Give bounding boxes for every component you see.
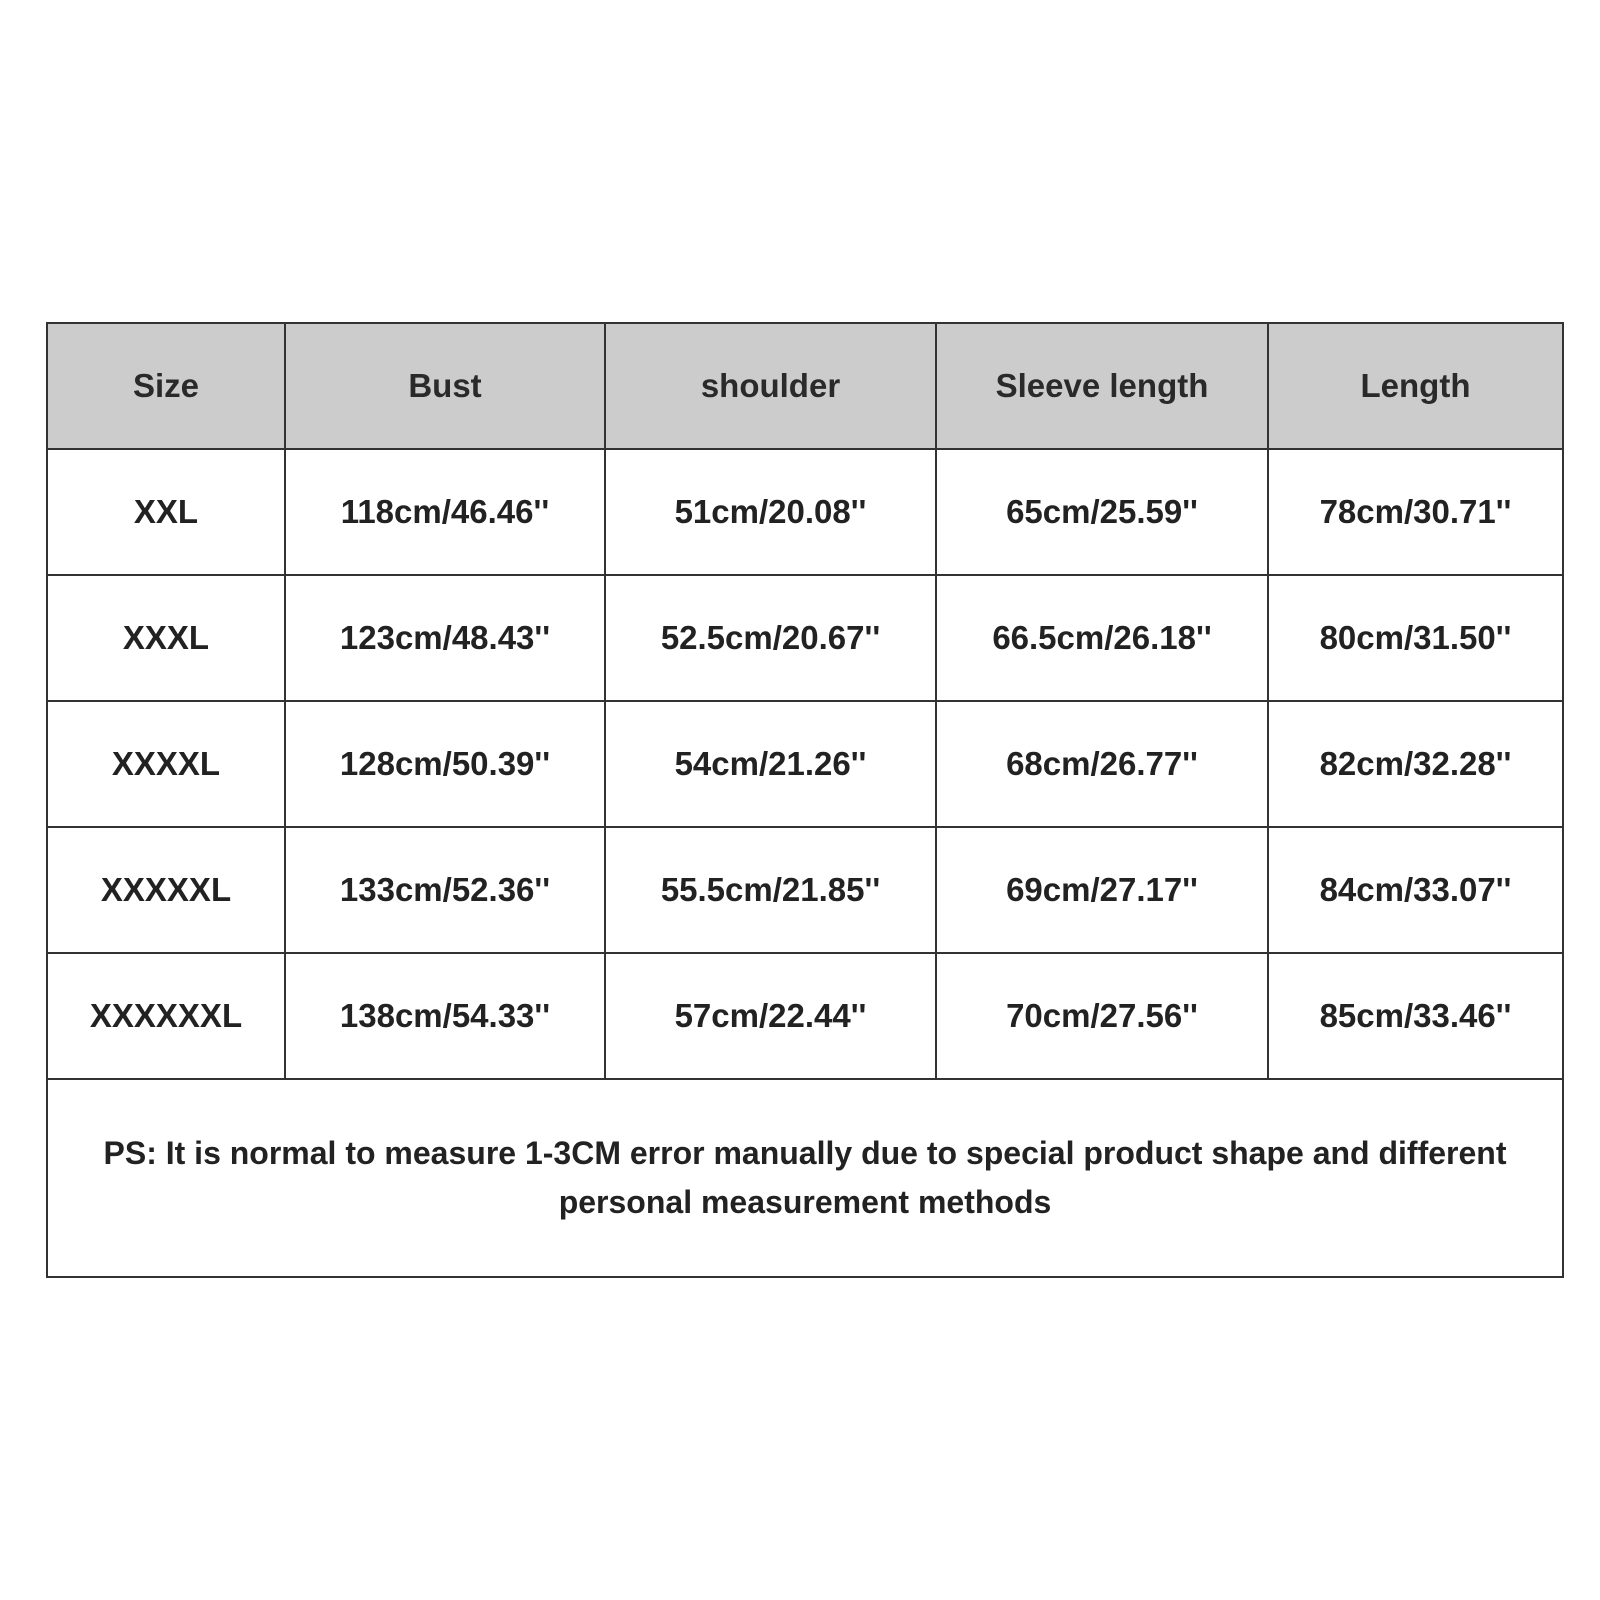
cell-bust: 128cm/50.39'' (285, 701, 605, 827)
header-bust: Bust (285, 323, 605, 449)
header-shoulder: shoulder (605, 323, 936, 449)
cell-bust: 118cm/46.46'' (285, 449, 605, 575)
cell-shoulder: 55.5cm/21.85'' (605, 827, 936, 953)
cell-shoulder: 57cm/22.44'' (605, 953, 936, 1079)
note-row (47, 1079, 1563, 1277)
cell-length: 85cm/33.46'' (1268, 953, 1563, 1079)
cell-sleeve-length: 70cm/27.56'' (936, 953, 1268, 1079)
cell-length: 84cm/33.07'' (1268, 827, 1563, 953)
size-chart-body (47, 449, 1563, 1079)
size-chart-footer (47, 1079, 1563, 1277)
size-chart-table (46, 322, 1564, 1278)
cell-size: XXXL (47, 575, 285, 701)
cell-length: 80cm/31.50'' (1268, 575, 1563, 701)
table-row (47, 701, 1563, 827)
cell-sleeve-length: 66.5cm/26.18'' (936, 575, 1268, 701)
cell-shoulder: 54cm/21.26'' (605, 701, 936, 827)
cell-size: XXXXXXL (47, 953, 285, 1079)
cell-length: 78cm/30.71'' (1268, 449, 1563, 575)
cell-bust: 138cm/54.33'' (285, 953, 605, 1079)
cell-sleeve-length: 69cm/27.17'' (936, 827, 1268, 953)
cell-bust: 123cm/48.43'' (285, 575, 605, 701)
cell-shoulder: 51cm/20.08'' (605, 449, 936, 575)
cell-size: XXXXL (47, 701, 285, 827)
header-row (47, 323, 1563, 449)
cell-bust: 133cm/52.36'' (285, 827, 605, 953)
header-length: Length (1268, 323, 1563, 449)
cell-size: XXXXXL (47, 827, 285, 953)
table-row (47, 953, 1563, 1079)
cell-shoulder: 52.5cm/20.67'' (605, 575, 936, 701)
header-size: Size (47, 323, 285, 449)
size-chart-header (47, 323, 1563, 449)
table-row (47, 827, 1563, 953)
cell-size: XXL (47, 449, 285, 575)
cell-sleeve-length: 68cm/26.77'' (936, 701, 1268, 827)
table-row (47, 575, 1563, 701)
table-row (47, 449, 1563, 575)
measurement-note: PS: It is normal to measure 1-3CM error manually due to special product shape and different personal measurement methods (47, 1079, 1563, 1277)
header-sleeve-length: Sleeve length (936, 323, 1268, 449)
cell-length: 82cm/32.28'' (1268, 701, 1563, 827)
cell-sleeve-length: 65cm/25.59'' (936, 449, 1268, 575)
